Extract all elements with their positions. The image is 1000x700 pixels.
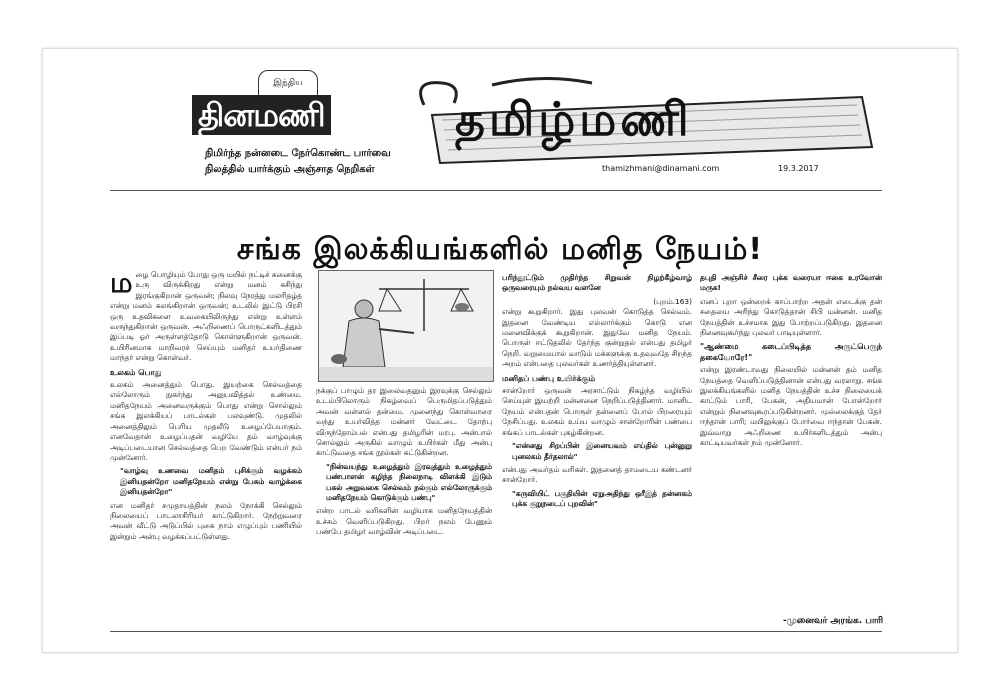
paragraph: என மனிதர் சமுதாயத்தின் நலம் நோக்கி செல்லும் நிலையைப் பாடலாசிரியர் காட்டுகிறார். நேற்றுவரை அவன் வீட்டு அடுப்பில் புகை நாம் எழுப்பும் பணியில் இன்றும் அன்பு வழக்கப்பட்டுள்ளது.: [110, 500, 302, 541]
verse-quote: "வாழ்வு உணவை மனிதம் புசிக்கும் வழக்கம் இனியதன்றோ மனிதநேயம் என்று பேசும் வாழ்க்கை இனியதன்றோ": [120, 466, 302, 497]
verse-quote: தபுதி அஞ்சிச் சீரை புக்க வரையா ஈகை உரவோன் மருக!: [700, 273, 882, 293]
verse-reference: (புறம்.163): [653, 296, 692, 306]
tamilmani-section-logo: தமிழ்மணி: [455, 92, 693, 146]
tagline: [205, 146, 391, 178]
article-column-3: [502, 270, 692, 625]
verse-quote: பரிந்தூட்டும் முதிர்ந்த சிறுவன் நிழற்கீழ்வாழ் ஒருவரையும் நல்வய வளனே: [502, 273, 692, 293]
section-email: thamizhmani@dinamani.com: [602, 164, 720, 173]
paragraph: என்ற பாடல் வரிகளின் வழியாக மனிதநேயத்தின் உச்சம் வெளிப்படுகிறது. பிறர் நலம் பேணும் பண்பே தமிழர் வாழ்வின் அடிப்படை.: [316, 506, 492, 537]
article-column-1: [110, 270, 302, 625]
paragraph: என்று கூறுகிறார். இது புலவன் கொடுத்த செல்வம். இதனை வேண்டிய எல்லார்க்கும் கொடு என மனைவிக்குக் கூறுகிறான். இதுவே மனித நேயம். பொருள் ஈட்டுதலில் தேர்ந்த குன்றுதல் என்பது தமிழர் நெறி. வறுமையால் வாடும் மக்களுக்கு உதவுவதே சிறந்த அறம் என்பதை புலவர்கள் உணர்த்தியுள்ளனர்.: [502, 307, 692, 369]
article-column-4: [700, 270, 882, 610]
sibi-king-illustration: [318, 270, 494, 382]
paragraph: ழை பொழியும் போது ஒரு மயில் நட்டிச் சுனைக்கு உரு விருக்கிறது என்று மனம் கசிந்து இரங்குகிறான் ஒருவன்; நிலவு நேரத்து மலரிதழ்த என்று மனம் கலங்கிறான் ஒருவன்; உடலில் இட்டு பிரசி ஒரு உதவிகளை உவகையிலிருந்து என்று உள்ளம் வருந்துகிறான் ஒருவன். அஃறிணைப் பொருட்களிடத்தும் இப்படி ஓர் அருள்ளத்தோடு கொள்ளுகிறான் ஒருவன். உயிரினமாக மாறிவரச் செய்யும் மனிதர் உயர்திணை மாந்தர் என்று கொள்வர்.: [110, 270, 302, 363]
dinamani-logo: தினமணி: [192, 95, 331, 135]
paragraph: என்று இரண்டாவது நிலையில் மன்னன் தம் மனித நேயத்தை வெளிப்படுத்தினான் என்பது வரலாறு. சங்க இலக்கியங்களில் மனித நேயத்தின் உச்ச நிலையைக் காட்டும் பாரி, பேகன், அதியமான் போன்றோர் என்றும் நினைவுகூரப்படுகின்றனர். முல்லைக்குத் தேர் ஈந்தான் பாரி; மயிலுக்குப் போர்வை ஈந்தான் பேகன். இவ்வாறு அஃறிணை உயிர்களிடத்தும் அன்பு காட்டியவர்கள் நம் முன்னோர்.: [700, 365, 882, 448]
tagline-line1: நிமிர்ந்த நன்னடை நேர்கொண்ட பார்வை: [205, 148, 391, 159]
paragraph: என்பது அவர்தம் வரிகள். இதனைத் தாமடைய கண்டனர் சான்றோர்.: [502, 464, 692, 485]
paragraph: நக்குப் பாழும் தர இலைவதனும் இரவுக்கு செல்லும் உடம்பிலொரும் நிகழ்வைப் பெருமிதப்படுத்தும் அவன் வள்ளல் தன்மை. முனைந்து கொள்வாரை வந்து உயர்வித்த மன்னர் வேட்டை தோற்பு விருந்தோம்பல் என்பது தமிழரின் மரபு. அன்பால் சொல்லும் அருகில் வாழும் உயிர்கள் மீது அன்பு காட்டுவதை சங்க நூல்கள் சுட்டுகின்றன.: [316, 386, 492, 458]
article-column-2: [316, 386, 492, 626]
tagline-line2: நிலத்தில் யார்க்கும் அஞ்சாத நெறிகள்: [205, 164, 375, 175]
paragraph: சான்றோர் ஒருவன் அரசாட்டும் நிகழ்ந்த வழியில் செய்யுள் இயற்றி மன்னனை நெறிப்படுத்தினார். மானிட நேயம் என்பதன் பொருள் தன்னைப் போல் பிறரையும் நேசிப்பது. உலகம் உய்ய வாழும் சான்றோரின் பண்பை சங்கப் பாடல்கள் புகழ்கின்றன.: [502, 386, 692, 437]
article-headline: சங்க இலக்கியங்களில் மனித நேயம்!: [236, 232, 764, 267]
paragraph: உலகம் அனைத்தும் பொது. இயற்கை செல்வத்தை எல்லோரும் நுகர்ந்து அனுபவித்தல் உண்மை. மனிதநேயம் அனைவருக்கும் பொது என்று சொல்லும் சங்க இலக்கியப் பாடல்கள் பலவுண்டு. முதலில் அனைத்திலும் பெரிய முதலீடு உழைப்பேயாகும். எனவேதான் உழைப்பதன் வழியே தம் வாழ்வுக்கு அடிப்படையான செல்வத்தை பெற வேண்டும் என்பர் நம் முன்னோர்.: [110, 380, 302, 462]
subheading: மனிதப் பண்பு உயிர்க்கும்: [502, 373, 596, 383]
verse-quote: "நின்வயந்து உழைத்தும் இரவுத்தும் உழைத்தும் பண்பாளன் கழிந்த நிலைநாடி விளக்கி இடும் பகல் அறுவகை செல்வம் நல்கும் எல்லோருக்கும் மனிதநேயம் கொடுக்கும் பண்பு": [326, 461, 492, 503]
subheading: "ஆண்மை கடைப்பிடித்த அருட்பெருந் தகையோரே!": [700, 342, 882, 362]
verse-quote: "என்னது சிறப்பின் இனையவம் எய்தில் புன்னுறு புனலகம் தீர்தலால்": [512, 441, 692, 461]
issue-date: 19.3.2017: [778, 164, 819, 173]
paragraph: எனப் புறா ஒன்றைக் காப்பாற்ற அதன் எடைக்கு தன் சதையை அரிந்து கொடுத்தான் சிபி மன்னன். மனித நேயத்தின் உச்சமாக இது போற்றப்படுகிறது. இதனை நினைவுகூர்ந்து புலவர் பாடியுள்ளார்.: [700, 296, 882, 338]
author-byline: -முனைவர் அரங்க. பாரி: [783, 616, 884, 626]
drop-cap: ம: [110, 270, 133, 299]
emblem-logo: இந்திய: [258, 70, 318, 98]
verse-quote: "கருவியிட் பகுதியின் ஏறுஅதிந்து ஒரீஇத் தன்னகம் புக்க குறுநடைப் புறவின்": [512, 488, 692, 509]
subheading: உலகம் பொது: [110, 367, 162, 377]
